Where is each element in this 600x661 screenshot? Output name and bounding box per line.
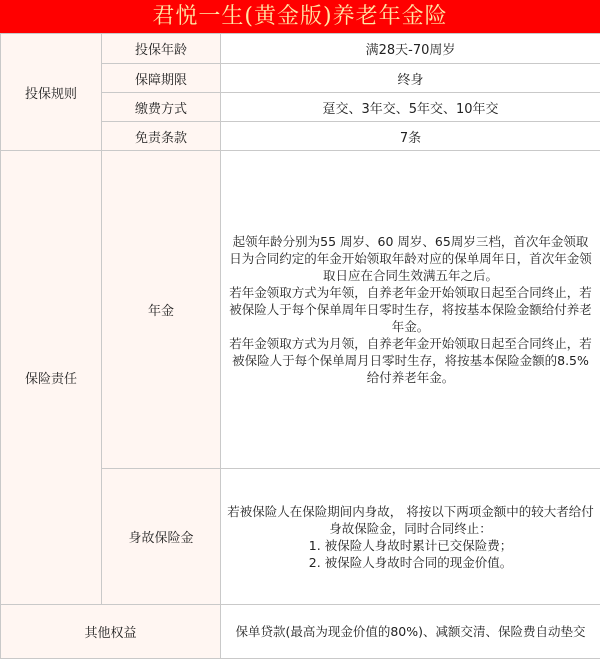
list-item: 1. 被保险人身故时累计已交保险费；: [308, 537, 513, 553]
table-row: [1, 151, 600, 469]
row-value-payment: 趸交、3年交、5年交、10年交: [221, 93, 600, 122]
annuity-paragraph: 若年金领取方式为年领，自养老年金开始领取日起至合同终止，若被保险人于每个保单周年日零时生存，将按基本保险金额给付养老年金。: [229, 285, 592, 334]
annuity-paragraph: 起领年龄分别为55 周岁、60 周岁、65周岁三档，首次年金领取日为合同约定的年金开始领取年龄对应的保单周年日，首次年金领取日应在合同生效满五年之后。: [229, 234, 592, 283]
annuity-paragraph: 若年金领取方式为月领，自养老年金开始领取日起至合同终止，若被保险人于每个保单周月日零时生存，将按基本保险金额的8.5%给付养老年金。: [229, 336, 592, 385]
death-intro: 若被保险人在保险期间内身故， 将按以下两项金额中的较大者给付身故保险金，同时合同终止：: [227, 503, 594, 536]
row-value-exclusions: 7条: [221, 122, 600, 151]
death-description: [221, 469, 600, 605]
list-item: 2. 被保险人身故时合同的现金价值。: [308, 554, 513, 570]
group-label-rules: 投保规则: [1, 34, 102, 151]
annuity-description: [221, 151, 600, 469]
group-label-liability: 保险责任: [1, 151, 102, 605]
row-value-term: 终身: [221, 64, 600, 93]
page-title: 君悦一生(黄金版)养老年金险: [0, 0, 600, 33]
other-benefits-text: 保单贷款(最高为现金价值的80%)、减额交清、保险费自动垫交: [235, 624, 586, 639]
row-value-other: [221, 605, 600, 659]
row-value-age: 满28天-70周岁: [221, 34, 600, 64]
row-label-age: 投保年龄: [102, 34, 221, 64]
row-label-annuity: 年金: [102, 151, 221, 469]
row-label-term: 保障期限: [102, 64, 221, 93]
row-label-death: 身故保险金: [102, 469, 221, 605]
table-row: [1, 605, 600, 659]
table-row: [1, 34, 600, 64]
row-label-other: 其他权益: [1, 605, 221, 659]
row-label-payment: 缴费方式: [102, 93, 221, 122]
death-benefit-list: [309, 537, 512, 571]
row-label-exclusions: 免责条款: [102, 122, 221, 151]
product-table: [0, 33, 600, 659]
